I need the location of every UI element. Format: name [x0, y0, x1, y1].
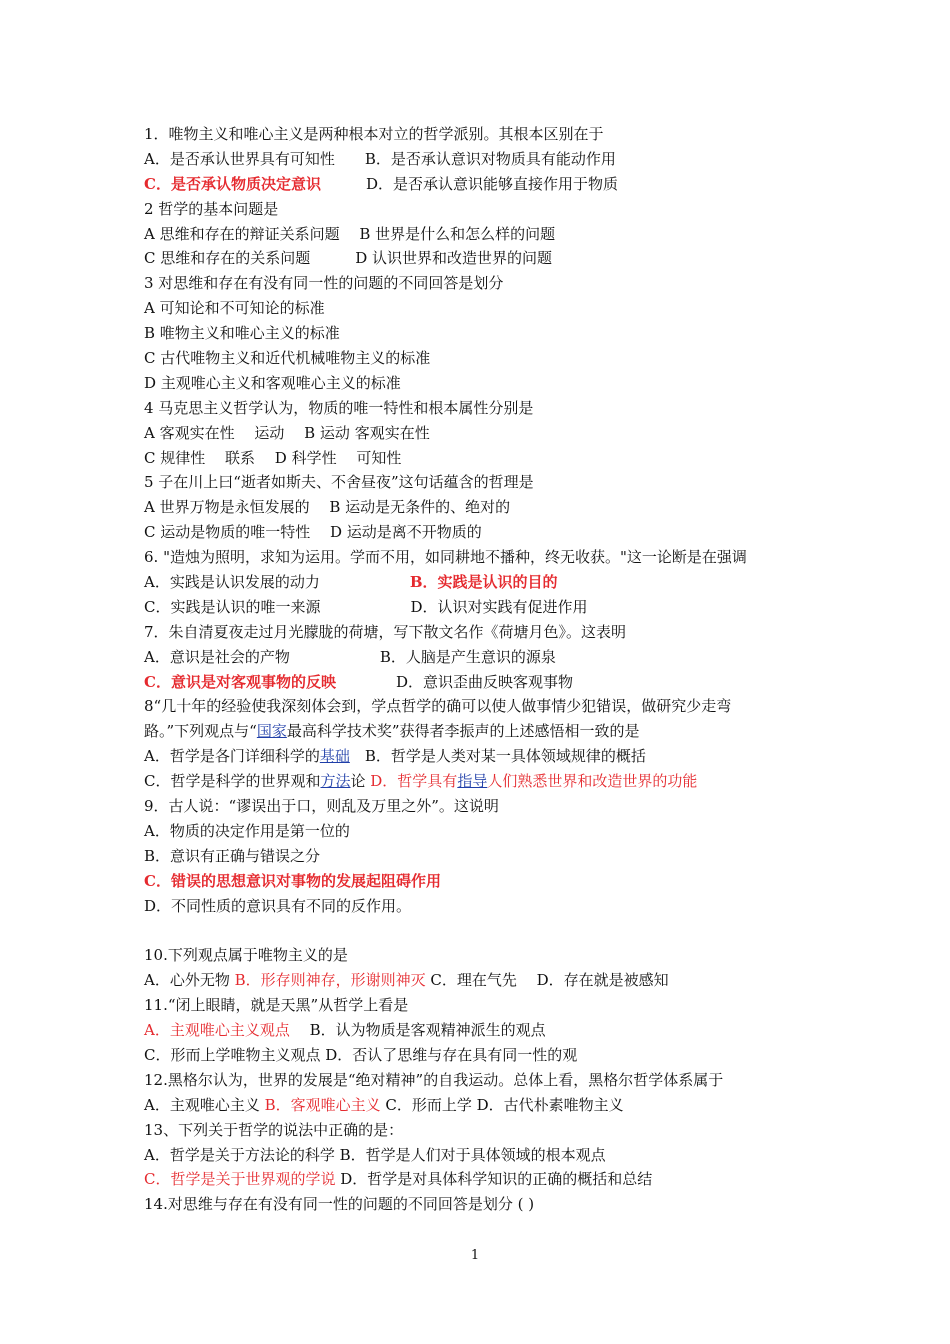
text-line	[144, 869, 824, 894]
text-segment: 3 对思维和存在有没有同一性的问题的不同回答是划分	[144, 274, 504, 293]
text-segment: 4 马克思主义哲学认为，物质的唯一特性和根本属性分别是	[144, 398, 534, 417]
text-line	[144, 172, 824, 197]
text-segment: 12.黑格尔认为，世界的发展是“绝对精神”的自我运动。总体上看，黑格尔哲学体系属于	[144, 1070, 724, 1089]
text-segment: 11.“闭上眼睛，就是天黑”从哲学上看是	[144, 996, 409, 1015]
text-segment: C．哲学是科学的世界观和	[144, 772, 321, 791]
answer-highlight: A．主观唯心主义观点	[144, 1021, 290, 1040]
text-segment: B．意识有正确与错误之分	[144, 846, 321, 865]
text-segment: 5 子在川上曰“逝者如斯夫、不舍昼夜”这句话蕴含的哲理是	[144, 473, 534, 492]
text-segment: 13、下列关于哲学的说法中正确的是：	[144, 1120, 404, 1139]
text-line	[144, 1192, 824, 1217]
text-line	[144, 470, 824, 495]
text-segment: 7．朱自清夏夜走过月光朦胧的荷塘，写下散文名作《荷塘月色》。这表明	[144, 622, 627, 641]
answer-highlight: B．形存则神存，形谢则神灭	[234, 971, 426, 990]
text-segment: A 思维和存在的辩证关系问题 B 世界是什么和怎么样的问题	[144, 224, 556, 243]
text-line	[144, 421, 824, 446]
text-line	[144, 122, 824, 147]
text-line	[144, 670, 824, 695]
answer-highlight: B．客观唯心主义	[264, 1095, 381, 1114]
text-segment: 10.下列观点属于唯物主义的是	[144, 946, 348, 965]
text-line	[144, 321, 824, 346]
text-segment: B．认为物质是客观精神派生的观点	[289, 1021, 546, 1040]
text-segment: 最高科学技术奖”获得者李振声的上述感悟相一致的是	[286, 722, 640, 741]
text-line	[144, 396, 824, 421]
text-line	[144, 371, 824, 396]
text-segment: B．哲学是人类对某一具体领域规律的概括	[349, 747, 646, 766]
text-line	[144, 1118, 824, 1143]
answer-highlight: C．意识是对客观事物的反映	[144, 672, 336, 691]
text-line	[144, 197, 824, 222]
text-segment: A 世界万物是永恒发展的 B 运动是无条件的、绝对的	[144, 498, 511, 517]
text-segment: D．不同性质的意识具有不同的反作用。	[144, 896, 412, 915]
text-line	[144, 222, 824, 247]
text-line	[144, 794, 824, 819]
text-line	[144, 346, 824, 371]
text-segment: A．哲学是各门详细科学的	[144, 747, 320, 766]
text-line	[144, 520, 824, 545]
text-segment: C．理在气先 D．存在就是被感知	[425, 971, 669, 990]
text-segment: D．意识歪曲反映客观事物	[335, 672, 573, 691]
document-body	[144, 122, 824, 1217]
text-line	[144, 271, 824, 296]
text-segment: A 可知论和不可知论的标准	[144, 299, 325, 318]
text-segment: A．物质的决定作用是第一位的	[144, 821, 350, 840]
text-segment: 论	[350, 772, 371, 791]
text-segment: A．实践是认识发展的动力	[144, 573, 410, 592]
text-segment: C 运动是物质的唯一特性 D 运动是离不开物质的	[144, 523, 482, 542]
text-line	[144, 620, 824, 645]
text-line	[144, 943, 824, 968]
text-line	[144, 744, 824, 769]
text-segment: C．形而上学 D．古代朴素唯物主义	[380, 1095, 624, 1114]
page-number: 1	[470, 1248, 480, 1263]
text-line	[144, 246, 824, 271]
text-segment: 2 哲学的基本问题是	[144, 199, 279, 218]
hyperlink[interactable]: 指导	[457, 772, 488, 791]
text-line	[144, 645, 824, 670]
text-segment: 路。”下列观点与“	[144, 722, 257, 741]
text-line	[144, 570, 824, 595]
text-line	[144, 296, 824, 321]
answer-highlight: D．哲学具有	[370, 772, 458, 791]
answer-highlight: B．实践是认识的目的	[409, 573, 558, 592]
answer-highlight: C．哲学是关于世界观的学说	[144, 1170, 336, 1189]
text-segment: D 主观唯心主义和客观唯心主义的标准	[144, 373, 401, 392]
text-line	[144, 993, 824, 1018]
text-line	[144, 1018, 824, 1043]
text-segment: 1．唯物主义和唯心主义是两种根本对立的哲学派别。其根本区别在于	[144, 125, 604, 143]
text-segment: A．主观唯心主义	[144, 1095, 265, 1114]
text-line	[144, 968, 824, 993]
text-line	[144, 1093, 824, 1118]
text-segment: A．意识是社会的产物 B．人脑是产生意识的源泉	[144, 647, 556, 666]
text-segment: D．哲学是对具体科学知识的正确的概括和总结	[335, 1170, 653, 1189]
text-line	[144, 894, 824, 919]
text-line	[144, 1143, 824, 1168]
blank-line	[144, 919, 824, 944]
text-line	[144, 1043, 824, 1068]
text-segment: C．形而上学唯物主义观点 D．否认了思维与存在具有同一性的观	[144, 1045, 578, 1064]
hyperlink[interactable]: 基础	[319, 747, 350, 766]
text-segment: C 思维和存在的关系问题 D 认识世界和改造世界的问题	[144, 249, 553, 268]
text-line	[144, 694, 824, 719]
text-line	[144, 719, 824, 744]
text-segment: C 古代唯物主义和近代机械唯物主义的标准	[144, 349, 431, 368]
text-segment: B 唯物主义和唯心主义的标准	[144, 324, 340, 343]
text-segment: 6. "造烛为照明，求知为运用。学而不用，如同耕地不播种，终无收获。"这一论断是在强调	[144, 548, 747, 567]
text-line	[144, 1167, 824, 1192]
answer-highlight: C．是否承认物质决定意识	[144, 174, 321, 193]
text-line	[144, 495, 824, 520]
answer-highlight: 人们熟悉世界和改造世界的功能	[487, 772, 698, 791]
text-line	[144, 819, 824, 844]
hyperlink[interactable]: 国家	[256, 722, 287, 741]
hyperlink[interactable]: 方法	[320, 772, 351, 791]
text-line	[144, 1068, 824, 1093]
text-segment: A．哲学是关于方法论的科学 B．哲学是人们对于具体领域的根本观点	[144, 1145, 606, 1164]
text-segment: A．是否承认世界具有可知性 B．是否承认意识对物质具有能动作用	[144, 149, 616, 168]
text-segment: 9．古人说：“谬误出于口，则乱及万里之外”。这说明	[144, 797, 499, 816]
text-line	[144, 545, 824, 570]
text-segment: A 客观实在性 运动 B 运动 客观实在性	[144, 423, 430, 442]
text-line	[144, 147, 824, 172]
text-line	[144, 769, 824, 794]
text-segment: A．心外无物	[144, 971, 235, 990]
text-line	[144, 844, 824, 869]
text-segment: C 规律性 联系 D 科学性 可知性	[144, 448, 402, 467]
text-line	[144, 595, 824, 620]
text-line	[144, 446, 824, 471]
answer-highlight: C．错误的思想意识对事物的发展起阻碍作用	[144, 871, 441, 890]
text-segment: 8“几十年的经验使我深刻体会到，学点哲学的确可以使人做事情少犯错误，做研究少走弯	[144, 697, 732, 716]
text-segment: 14.对思维与存在有没有同一性的问题的不同回答是划分 ( )	[144, 1195, 535, 1214]
text-segment: C．实践是认识的唯一来源 D．认识对实践有促进作用	[144, 597, 588, 616]
text-segment: D．是否承认意识能够直接作用于物质	[320, 174, 618, 193]
